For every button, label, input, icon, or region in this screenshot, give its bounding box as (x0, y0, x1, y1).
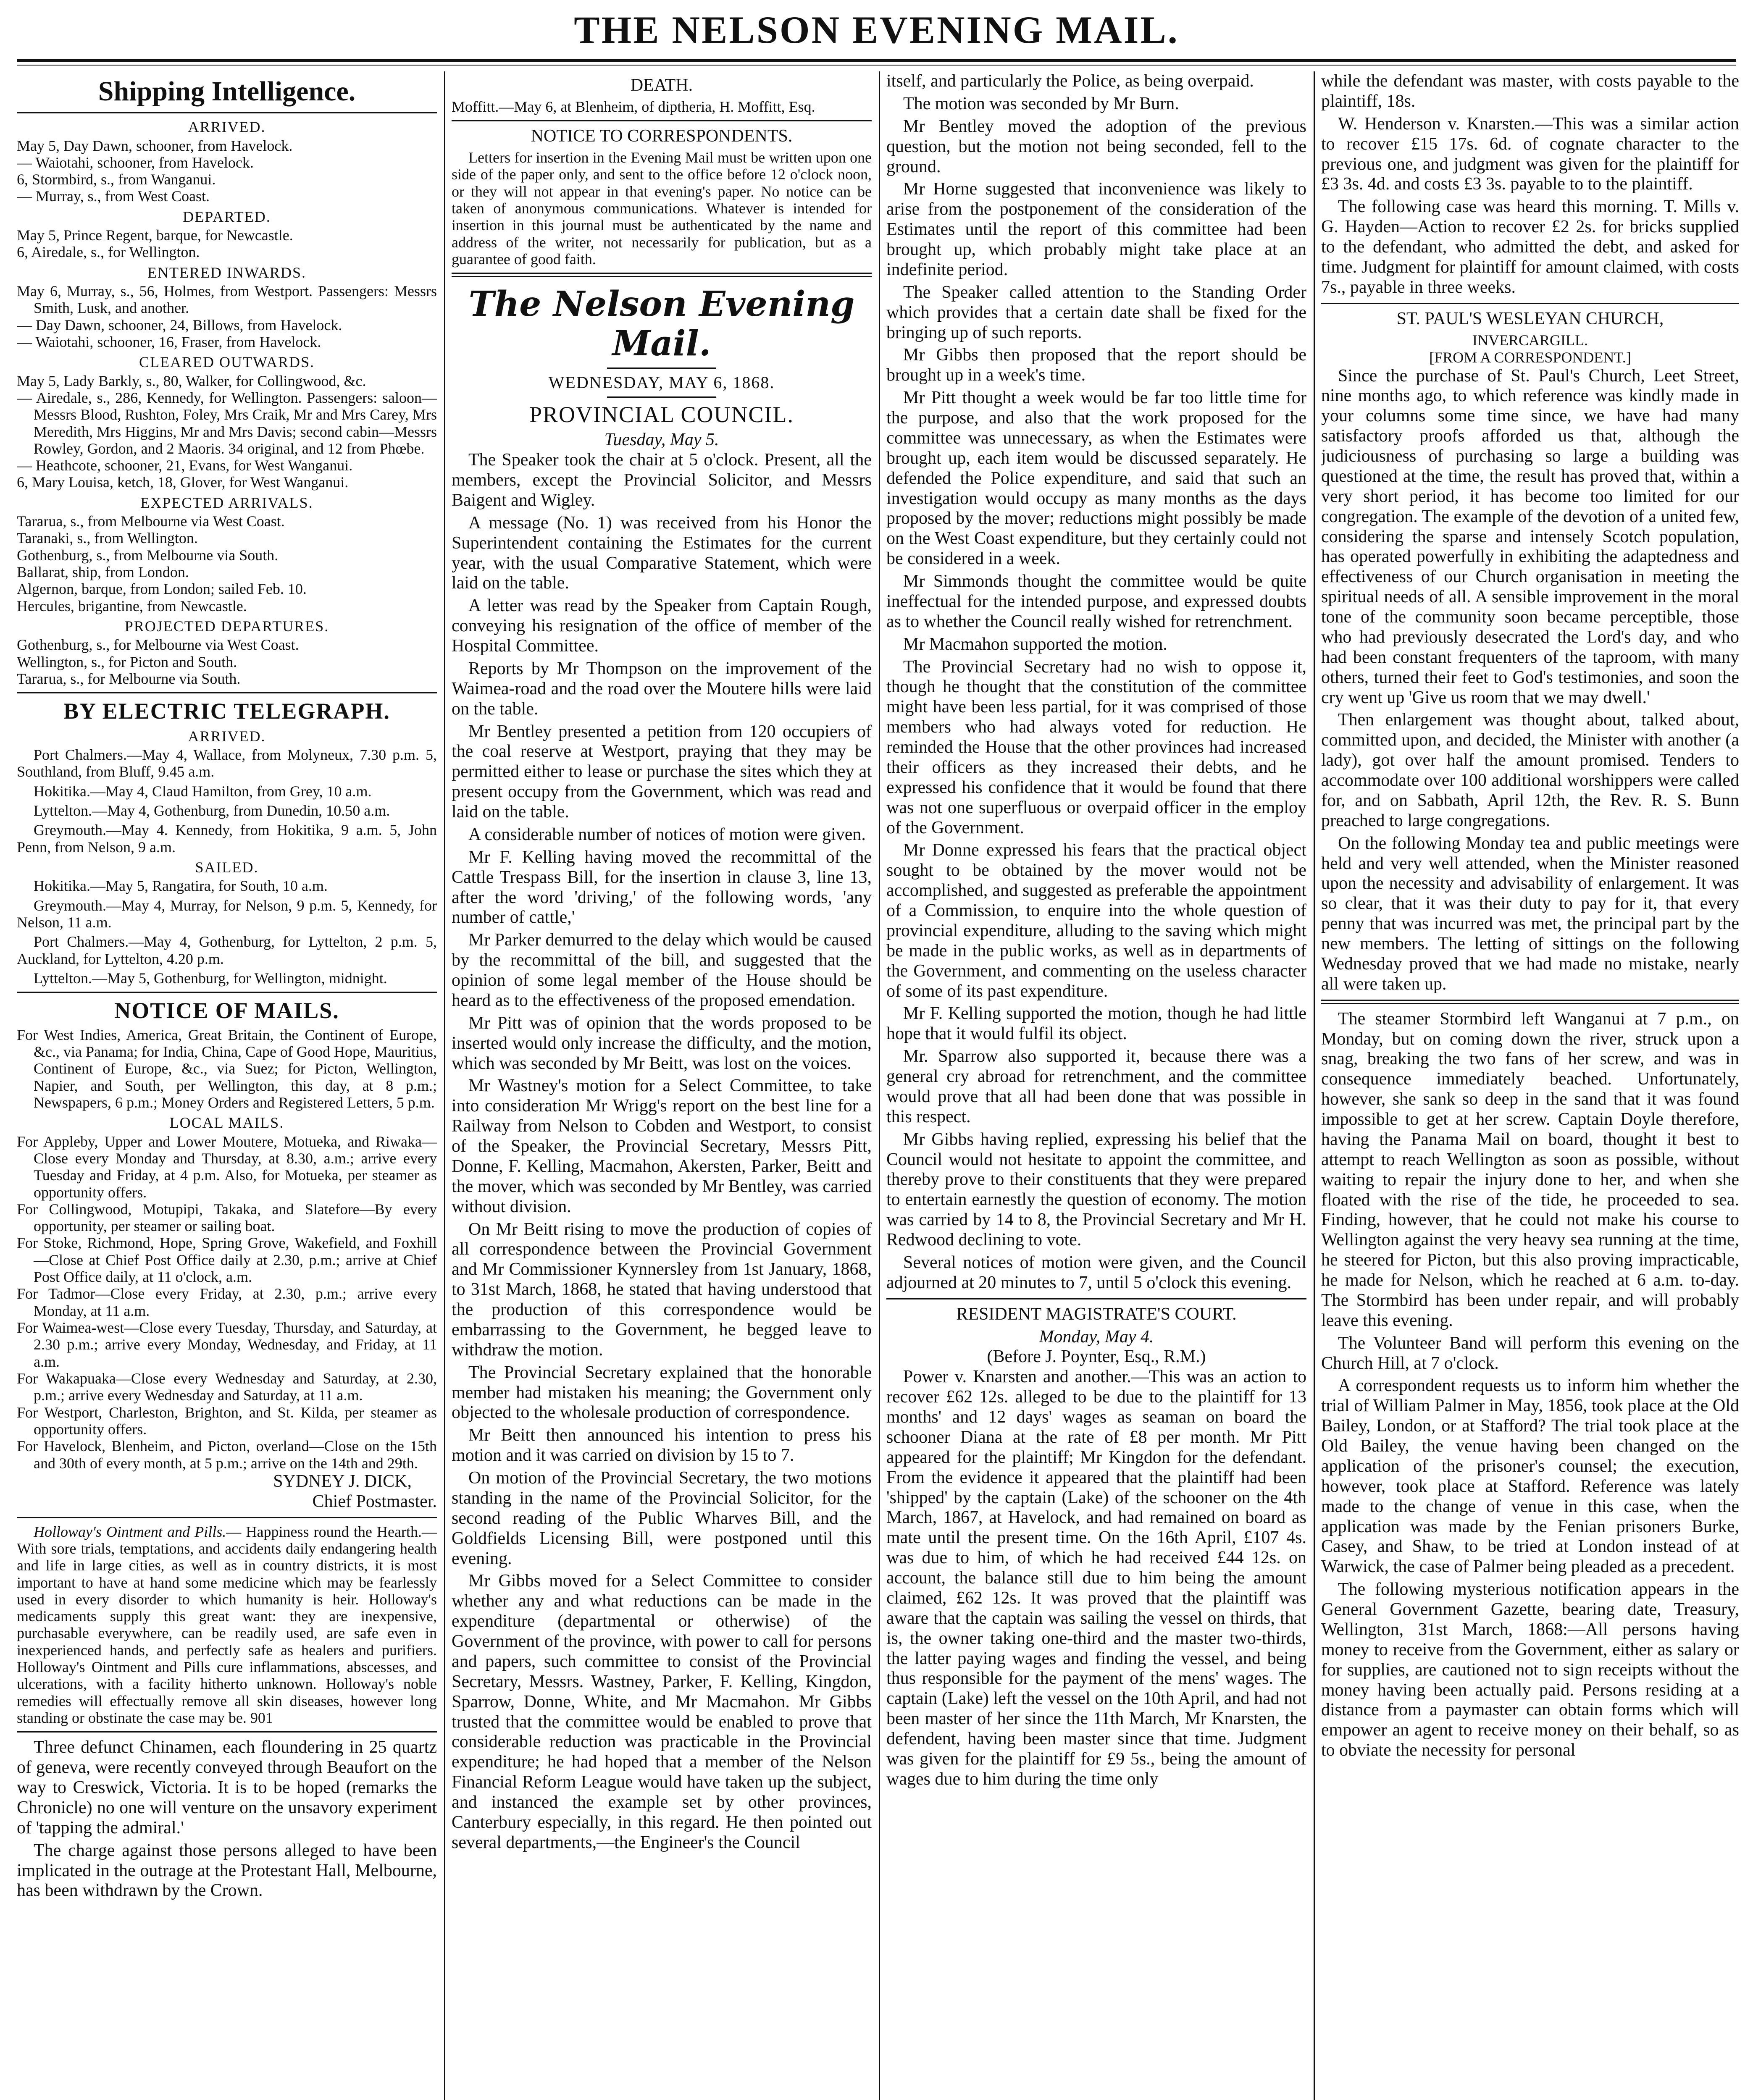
court-date: Monday, May 4. (1039, 1327, 1154, 1347)
divider (452, 120, 872, 121)
paragraph: The motion was seconded by Mr Burn. (903, 94, 1179, 113)
paragraph: Mr Gibbs moved for a Select Committee to consider whether any and what reductions can be made in the expenditure (departmental or otherwise) of the Government of the province, with power to call for persons and papers, such committee to consist of the Provincial Secretary, Messrs. Wastney, Parker, F. Kelling, Kingdon, Sparrow, Donne, White, and Mr Macmahon. Mr Gibbs trusted that the committee would be enabled to prove that considerable reduction was practicable in the Provincial expenditure; he had hoped that a member of the Nelson Financial Reform League would have taken up the subject, and instanced the example set by other provinces, Canterbury especially, in this regard. He then pointed out several departments,—the Engineer's the Council (452, 1571, 872, 1852)
paragraph: Several notices of motion were given, and the Council adjourned at 20 minutes to 7, until 5 o'clock this evening. (886, 1252, 1306, 1292)
paragraph: The Volunteer Band will perform this evening on the Church Hill, at 7 o'clock. (1321, 1333, 1739, 1373)
list-item: For Appleby, Upper and Lower Moutere, Motueka, and Riwaka—Close every Monday and Thursday, at 8.30, a.m.; arrive every Tuesday and Friday, at 4 p.m. Also, for Motueka, per steamer as opportunity offers. (17, 1133, 437, 1201)
masthead: THE NELSON EVENING MAIL. (574, 8, 1179, 51)
council-date: Tuesday, May 5. (604, 430, 719, 450)
paragraph: The Provincial Secretary had no wish to oppose it, though he thought that the constitution of the committee might have been less partial, for it was comprised of those members who had always voted for reduction. He reminded the House that the other provinces had increased their officers as they increased their debts, and he expressed his confidence that it would be found that there was not one superfluous or overpaid officer in the employ of the Government. (886, 657, 1306, 837)
list-item: Tararua, s., from Melbourne via West Coast. (17, 513, 285, 530)
paragraph: Mr Macmahon supported the motion. (903, 634, 1167, 654)
list-item: Tararua, s., for Melbourne via South. (17, 670, 241, 687)
list-item: 6, Mary Louisa, ketch, 18, Glover, for West Wanganui. (17, 474, 349, 491)
paragraph: On motion of the Provincial Secretary, the two motions standing in the name of the Provincial Solicitor, for the second reading of the Public Wharves Bill, and the Goldfields Licensing Bill, were postponed until this evening. (452, 1468, 872, 1568)
paragraph: while the defendant was master, with costs payable to the plaintiff, 18s. (1321, 71, 1739, 111)
court-judge: (Before J. Poynter, Esq., R.M.) (987, 1347, 1206, 1367)
list-item: For Westport, Charleston, Brighton, and St. Kilda, per steamer as opportunity offers. (17, 1404, 437, 1438)
advert-text: — Happiness round the Hearth.— With sore trials, temptations, and accidents daily endangering health and life in large cities, as well as in country districts, it is most important to have at hand some medicine which may be fearlessly used in every disorder to which humanity is heir. Holloway's medicaments supply this great want: they are inexpensive, purchasable everywhere, can be readily used, are safe even in inexperienced hands, and perfectly safe as healers and purifiers. Holloway's Ointment and Pills cure inflammations, abscesses, and ulcerations, with a facility hitherto unknown. Holloway's noble remedies will effectually remove all skin diseases, however long standing or obstinate the case may be. (17, 1523, 437, 1727)
council-head: PROVINCIAL COUNCIL. (529, 402, 794, 427)
list-item: Lyttelton.—May 4, Gothenburg, from Dunedin, 10.50 a.m. (34, 802, 390, 819)
list-item: — Waiotahi, schooner, 16, Fraser, from Havelock. (17, 333, 321, 350)
list-item: Lyttelton.—May 5, Gothenburg, for Wellington, midnight. (34, 969, 387, 987)
church-head: ST. PAUL'S WESLEYAN CHURCH, (1396, 309, 1664, 328)
paragraph: A considerable number of notices of motion were given. (468, 824, 866, 844)
list-item: Hokitika.—May 5, Rangatira, for South, 10 a.m. (34, 877, 328, 895)
list-item: For Collingwood, Motupipi, Takaka, and Slatefore—By every opportunity, per steamer or sailing boat. (17, 1200, 437, 1235)
paragraph: Mr Bentley moved the adoption of the previous question, but the motion not being seconded, fell to the ground. (886, 116, 1306, 176)
list-item: For Havelock, Blenheim, and Picton, overland—Close on the 15th and 30th of every month, at 5 p.m.; arrive on the 14th and 29th. (17, 1438, 437, 1472)
column-divider (1314, 71, 1315, 2100)
list-item: Taranaki, s., from Wellington. (17, 530, 198, 547)
section-head: SAILED. (195, 858, 259, 876)
list-item: — Day Dawn, schooner, 24, Billows, from Havelock. (17, 316, 342, 333)
paragraph: Mr Pitt thought a week would be far too little time for the purpose, and also that the work proposed for the committee was unnecessary, as when the Estimates were brought up, each item would be discussed separately. He defended the Police expenditure, and said that such an investigation would occupy as many months as the days proposed by the mover; reductions might possibly be made on the West Coast expenditure, but they certainly could not be considered in a week. (886, 388, 1306, 569)
court-head: RESIDENT MAGISTRATE'S COURT. (956, 1304, 1237, 1324)
section-head: ARRIVED. (188, 727, 266, 745)
paragraph: Mr Simmonds thought the committee would be quite ineffectual for the intended purpose, and expressed doubts as to whether the Council really wished for retrenchment. (886, 572, 1306, 631)
church-place: INVERCARGILL. (1472, 331, 1588, 349)
section-head: LOCAL MAILS. (169, 1114, 284, 1131)
section-head: EXPECTED ARRIVALS. (140, 494, 313, 511)
paragraph: Reports by Mr Thompson on the improvement of the Waimea-road and the road over the Moutere hills were laid on the table. (452, 659, 872, 719)
masthead-rule (17, 59, 1736, 62)
paragraph: On Mr Beitt rising to move the production of copies of all correspondence between the Provincial Government and Mr Commissioner Kynnersley from 1st January, 1868, to 31st March, 1868, he stated that having understood that the production of this correspondence would be embarrassing to the Government, he begged leave to withdraw the motion. (452, 1219, 872, 1360)
death-notice: Moffitt.—May 6, at Blenheim, of diptheria, H. Moffitt, Esq. (452, 98, 815, 115)
divider (607, 368, 716, 369)
advert-number: 901 (250, 1709, 273, 1727)
death-head: DEATH. (630, 76, 693, 95)
paragraph: The Provincial Secretary explained that the honorable member had mistaken his meaning; the Government only objected to the wholesale production of correspondence. (452, 1362, 872, 1423)
paragraph: Mr F. Kelling having moved the recommittal of the Cattle Trespass Bill, for the insertion in clause 3, line 13, after the word 'driving,' of the following words, 'any number of cattle,' (452, 847, 872, 927)
double-rule (1321, 1000, 1739, 1004)
list-item: — Airedale, s., 286, Kennedy, for Wellington. Passengers: saloon—Messrs Blood, Rushton, Foley, Mrs Craik, Mr and Mrs Carey, Mrs Meredith, Mrs Higgins, Mr and Mrs Davis; second cabin—Messrs Rowley, Gordon, and 2 Maoris. 34 original, and 12 from Phœbe. (17, 389, 437, 457)
list-item: — Murray, s., from West Coast. (17, 188, 210, 205)
list-item: Port Chalmers.—May 4, Wallace, from Molyneux, 7.30 p.m. 5, Southland, from Bluff, 9.45 a.m. (17, 746, 437, 780)
section-head: CLEARED OUTWARDS. (139, 354, 315, 371)
paragraph: Since the purchase of St. Paul's Church, Leet Street, nine months ago, to which reference was kindly made in your columns some time since, we have had many satisfactory proofs afforded us that, although the judiciousness of purchasing so large a building was questioned at the time, the result has proved that, within a very short period, it has become too limited for our congregation. The example of the devotion of a united few, considering the sparse and intensely Scotch population, has operated powerfully in exhibiting the adaptedness and effectiveness of our Church organisation in meeting the spiritual needs of all. A sensible improvement in the moral tone of the community soon became perceptible, those who had previously desecrated the Lord's day, and who had been constant frequenters of the taproom, with many others, turned their feet to God's testimonies, and soon the cry went up 'Give us room that we may dwell.' (1321, 366, 1739, 707)
paragraph: Then enlargement was thought about, talked about, committed upon, and decided, the Minister with another (a lady), got over half the amount promised. Tenders to accommodate over 100 additional worshippers were called for, and on Sabbath, April 12th, the Rev. R. S. Bunn preached to large congregations. (1321, 710, 1739, 830)
column-3 (886, 71, 1306, 2100)
paragraph: The steamer Stormbird left Wanganui at 7 p.m., on Monday, but on coming down the river, struck upon a snag, breaking the two fans of her screw, and was in consequence immediately beached. Unfortunately, however, she sank so deep in the sand that it was found impossible to get at her screw. Captain Doyle therefore, having the Panama Mail on board, thought it best to attempt to reach Wellington as soon as possible, without waiting to repair the injury done to her, and when she floated with the rise of the tide, he proceeded to sea. Finding, however, that he could not make his course to Wellington against the very heavy sea running at the time, he steered for Picton, but this also proving impracticable, he made for Nelson, which he reached at 6 a.m. to-day. The Stormbird has been under repair, and will probably leave this evening. (1321, 1009, 1739, 1330)
mails-intro: For West Indies, America, Great Britain, the Continent of Europe, &c., via Panama; for India, China, Cape of Good Hope, Mauritius, Continent of Europe, &c., via Suez; for Picton, Wellington, Napier, and South, per Wellington, this day, at 8 p.m.; Newspapers, 6 p.m.; Money Orders and Registered Letters, 5 p.m. (17, 1026, 437, 1111)
divider (17, 1517, 437, 1518)
column-4 (1321, 71, 1739, 2100)
list-item: Gothenburg, s., from Melbourne via South. (17, 546, 279, 564)
list-item: Wellington, s., for Picton and South. (17, 653, 237, 670)
shipping-title: Shipping Intelligence. (98, 76, 356, 107)
list-item: Hercules, brigantine, from Newcastle. (17, 597, 247, 614)
list-item: For Stoke, Richmond, Hope, Spring Grove, Wakefield, and Foxhill—Close at Chief Post Office daily at 2.30, p.m.; arrive at Chief Post Office daily, at 11 o'clock, a.m. (17, 1234, 437, 1286)
list-item: For Wakapuaka—Close every Wednesday and Saturday, at 2.30, p.m.; arrive every Wednesday and Saturday, at 11 a.m. (17, 1370, 437, 1404)
list-item: For Waimea-west—Close every Tuesday, Thursday, and Saturday, at 2.30 p.m.; arrive every Monday, Wednesday, and Friday, at 11 a.m. (17, 1319, 437, 1370)
divider (17, 992, 437, 993)
paragraph: The following case was heard this morning. T. Mills v. G. Hayden—Action to recover £2 2s. for bricks supplied to the defendant, who admitted the debt, and asked for time. Judgment for plaintiff for amount claimed, with costs 7s., payable in three weeks. (1321, 197, 1739, 297)
list-item: Ballarat, ship, from London. (17, 564, 189, 581)
list-item: 6, Airedale, s., for Wellington. (17, 244, 200, 261)
paragraph: On the following Monday tea and public meetings were held and very well attended, when the Minister reasoned upon the necessity and advisability of enlargement. It was so clear, that it was their duty to pay for it, that every penny that was incurred was met, the principal part by the new members. The letting of sittings on the following Wednesday proved that we had made no mistake, nearly all were taken up. (1321, 833, 1739, 994)
paragraph: itself, and particularly the Police, as being overpaid. (886, 71, 1254, 91)
paragraph: The Speaker called attention to the Standing Order which provides that a certain date shall be fixed for the bringing up of such reports. (886, 282, 1306, 342)
divider (886, 1298, 1306, 1299)
paragraph: Three defunct Chinamen, each floundering in 25 quartz of geneva, were recently conveyed through Beaufort on the way to Creswick, Victoria. It is to be hoped (remarks the Chronicle) no one will venture on the unsavory experiment of 'tapping the admiral.' (17, 1738, 437, 1838)
paragraph: Mr. Sparrow also supported it, because there was a general cry abroad for retrenchment, and the committee would prove that all had been done that was possible in this respect. (886, 1047, 1306, 1126)
list-item: Algernon, barque, from London; sailed Feb. 10. (17, 580, 307, 598)
paragraph: The charge against those persons alleged to have been implicated in the outrage at the Protestant Hall, Melbourne, has been withdrawn by the Crown. (17, 1840, 437, 1900)
column-2 (452, 71, 872, 2100)
paragraph: Mr Donne expressed his fears that the practical object sought to be obtained by the mover would not be accomplished, and suggested as preferable the appointment of a Commission, to enquire into the whole question of provincial expenditure, alluding to the saving which might be made in the public works, as well as in departments of the Government, and commenting on the useless character of some of its past expenditure. (886, 840, 1306, 1001)
list-item: For Tadmor—Close every Friday, at 2.30, p.m.; arrive every Monday, at 11 a.m. (17, 1285, 437, 1319)
advert-lead: Holloway's Ointment and Pills. (34, 1523, 226, 1540)
church-from: [FROM A CORRESPONDENT.] (1429, 349, 1631, 366)
paragraph: A message (No. 1) was received from his Honor the Superintendent containing the Estimates for the current year, with the usual Comparative Statement, which were laid on the table. (452, 513, 872, 593)
divider (17, 692, 437, 693)
list-item: — Waiotahi, schooner, from Havelock. (17, 154, 254, 171)
column-divider (444, 71, 445, 2100)
paragraph: Mr Horne suggested that inconvenience was likely to arise from the postponement of the consideration of the Estimates until the report of this committee had been brought up, which probably might take place at an indefinite period. (886, 179, 1306, 279)
double-rule (452, 273, 872, 277)
notice-head: NOTICE TO CORRESPONDENTS. (531, 126, 793, 146)
section-head: ENTERED INWARDS. (147, 264, 306, 281)
paragraph: Mr Bentley presented a petition from 120 occupiers of the coal reserve at Westport, praying that they may be permitted either to lease or purchase the sites which they at present occupy from the Government, which was read and laid on the table. (452, 722, 872, 822)
paragraph: The following mysterious notification appears in the General Government Gazette, bearing date, Treasury, Wellington, 31st March, 1868:—All persons having money to receive from the Government, either as salary or for supplies, are cautioned not to sign receipts without the money having been actually paid. Persons residing at a distance from a paymaster can obtain forms which will empower an agent to receive money on their behalf, so as to obviate the necessity for personal (1321, 1580, 1739, 1760)
paragraph: Mr Gibbs having replied, expressing his belief that the Council would not hesitate to appoint the committee, and thereby prove to their constituents that they were prepared to entertain earnestly the question of economy. The motion was carried by 14 to 8, the Provincial Secretary and Mr H. Redwood declining to vote. (886, 1129, 1306, 1250)
paragraph: The Speaker took the chair at 5 o'clock. Present, all the members, except the Provincial Solicitor, and Messrs Baigent and Wigley. (452, 450, 872, 510)
telegraph-title: BY ELECTRIC TELEGRAPH. (63, 698, 390, 724)
column-1 (17, 71, 437, 2100)
paragraph: A letter was read by the Speaker from Captain Rough, conveying his resignation of the office of member of the Hospital Committee. (452, 596, 872, 656)
column-divider (879, 71, 880, 2100)
paper-title: The Nelson Evening Mail. (468, 284, 855, 364)
list-item: May 6, Murray, s., 56, Holmes, from Westport. Passengers: Messrs Smith, Lusk, and another. (17, 283, 437, 317)
list-item: 6, Stormbird, s., from Wanganui. (17, 171, 216, 188)
paragraph: A correspondent requests us to inform him whether the trial of William Palmer in May, 1856, took place at the Old Bailey, London, or at Stafford? The trial took place at the Old Bailey, the venue having been changed on the application of the prisoner's counsel; the execution, however, took place at Stafford. Reference was lately made to the change of venue in this case, when the application was made by the Fenian prisoners Burke, Casey, and Shaw, to be tried at London instead of at Warwick, the case of Palmer being pleaded as a precedent. (1321, 1376, 1739, 1577)
section-head: ARRIVED. (188, 118, 266, 136)
paragraph: Mr Wastney's motion for a Select Committee, to take into consideration Mr Wrigg's report on the best line for a Railway from Nelson to Cobden and Westport, to consist of the Speaker, the Provincial Secretary, Messrs Pitt, Donne, F. Kelling, Macmahon, Akersten, Parker, Beitt and the mover, which was seconded by Mr Bentley, was carried without division. (452, 1076, 872, 1216)
paragraph: Mr Gibbs then proposed that the report should be brought up in a week's time. (886, 345, 1306, 385)
divider (607, 396, 716, 398)
list-item: May 5, Prince Regent, barque, for Newcastle. (17, 227, 293, 244)
paragraph: Mr Parker demurred to the delay which would be caused by the recommittal of the bill, and suggested that the opinion of some legal member of the House should be heard as to the effectiveness of the proposed emendation. (452, 930, 872, 1010)
issue-date: WEDNESDAY, MAY 6, 1868. (548, 373, 775, 392)
divider (1321, 303, 1739, 304)
paragraph: Mr Beitt then announced his intention to press his motion and it was carried on division by 15 to 7. (452, 1425, 872, 1465)
list-item: Port Chalmers.—May 4, Gothenburg, for Lyttelton, 2 p.m. 5, Auckland, for Lyttelton, 4.20 p.m. (17, 933, 437, 967)
divider (17, 1731, 437, 1732)
list-item: Hokitika.—May 4, Claud Hamilton, from Grey, 10 a.m. (34, 782, 372, 800)
postmaster-name: SYDNEY J. DICK, (273, 1471, 412, 1491)
paragraph: Mr Pitt was of opinion that the words proposed to be inserted would only increase the difficulty, and the motion, which was seconded by Mr Beitt, was lost on the voices. (452, 1013, 872, 1073)
paragraph: W. Henderson v. Knarsten.—This was a similar action to recover £15 17s. 6d. of cognate character to the previous one, and judgment was given for the plaintiff for £3 3s. 4d. and costs £3 3s. payable to to the plaintiff. (1321, 114, 1739, 194)
list-item: — Heathcote, schooner, 21, Evans, for West Wanganui. (17, 457, 353, 474)
list-item: May 5, Lady Barkly, s., 80, Walker, for Collingwood, &c. (17, 372, 366, 389)
notice-text: Letters for insertion in the Evening Mail must be written upon one side of the paper only, and sent to the office before 12 o'clock noon, or they will not appear in that evening's paper. No notice can be taken of anonymous communications. Whatever is intended for insertion in this journal must be authenticated by the name and address of the writer, not necessarily for publication, but as a guarantee of good faith. (452, 149, 872, 268)
paragraph: Power v. Knarsten and another.—This was an action to recover £62 12s. alleged to be due to the plaintiff for 13 months' and 12 days' wages as seaman on board the schooner Diana at the rate of £8 per month. Mr Pitt appeared for the plaintiff; Mr Kingdon for the defendant. From the evidence it appeared that the plaintiff had been 'shipped' by the captain (Lake) of the schooner on the 4th March, 1867, at Havelock, and had remained on board as mate until the present time. On the 16th April, £107 4s. was due to him, of which he had received £44 12s. on account, the balance still due to him being the amount claimed, £62 12s. It was proved that the plaintiff was aware that the captain was sailing the vessel on thirds, that is, the owner taking one-third and the master two-thirds, the latter paying wages and finding the vessel, and being thus responsible for the payment of the mens' wages. The captain (Lake) left the vessel on the 10th April, and had not been master of her since the 11th March, Mr Knarsten, the defendent, having been master since that time. Judgment was given for the plaintiff for £9 5s., being the amount of wages due to him during the time only (886, 1367, 1306, 1789)
section-head: PROJECTED DEPARTURES. (124, 617, 329, 635)
mails-title: NOTICE OF MAILS. (114, 998, 339, 1024)
list-item: May 5, Day Dawn, schooner, from Havelock. (17, 137, 293, 154)
section-head: DEPARTED. (183, 208, 271, 225)
postmaster-title: Chief Postmaster. (312, 1491, 437, 1511)
list-item: Gothenburg, s., for Melbourne via West Coast. (17, 636, 299, 654)
list-item: Greymouth.—May 4, Murray, for Nelson, 9 p.m. 5, Kennedy, for Nelson, 11 a.m. (17, 897, 437, 931)
divider (17, 112, 437, 113)
masthead-rule-thin (17, 65, 1736, 66)
list-item: Greymouth.—May 4. Kennedy, from Hokitika, 9 a.m. 5, John Penn, from Nelson, 9 a.m. (17, 822, 437, 856)
paragraph: Mr F. Kelling supported the motion, though he had little hope that it would fulfil its object. (886, 1004, 1306, 1044)
